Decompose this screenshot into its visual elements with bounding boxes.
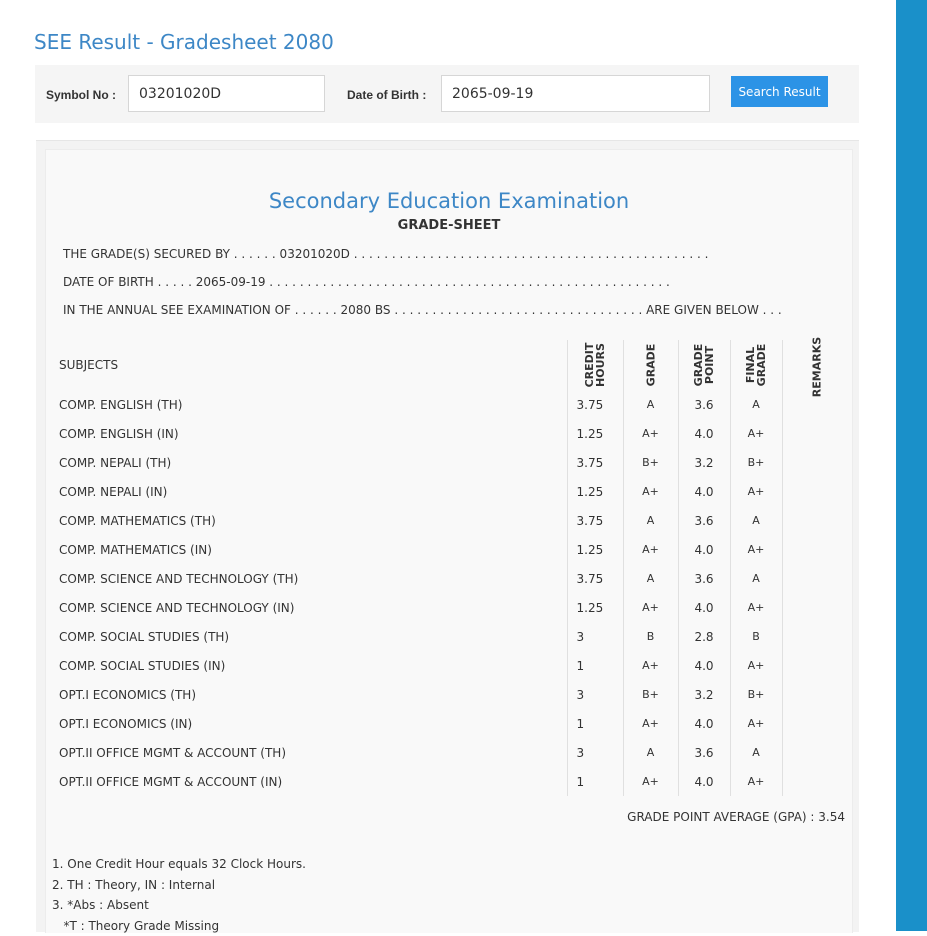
subject-cell: COMP. NEPALI (IN) bbox=[46, 477, 567, 506]
table-row bbox=[46, 419, 852, 448]
credit-hours-cell: 3 bbox=[567, 622, 623, 651]
gpa-summary: GRADE POINT AVERAGE (GPA) : 3.54 bbox=[627, 810, 845, 824]
remarks-cell bbox=[782, 564, 852, 593]
final-grade-cell: A+ bbox=[730, 419, 782, 448]
symbol-label: Symbol No : bbox=[46, 88, 116, 102]
subject-cell: COMP. NEPALI (TH) bbox=[46, 448, 567, 477]
grade-cell: A bbox=[623, 506, 678, 535]
credit-hours-cell: 1 bbox=[567, 709, 623, 738]
grade-cell: B+ bbox=[623, 448, 678, 477]
grade-point-cell: 4.0 bbox=[678, 709, 730, 738]
footnotes bbox=[52, 854, 306, 936]
grade-point-header bbox=[678, 340, 730, 390]
grade-point-header-label: GRADE POINT bbox=[693, 344, 715, 387]
credit-hours-header bbox=[567, 340, 623, 390]
final-grade-cell: A+ bbox=[730, 651, 782, 680]
credit-hours-cell: 3.75 bbox=[567, 564, 623, 593]
grade-point-cell: 3.6 bbox=[678, 564, 730, 593]
final-grade-cell: B bbox=[730, 622, 782, 651]
final-grade-cell: A+ bbox=[730, 535, 782, 564]
credit-hours-cell: 1 bbox=[567, 767, 623, 796]
credit-hours-cell: 3.75 bbox=[567, 506, 623, 535]
final-grade-header bbox=[730, 340, 782, 390]
grade-point-cell: 2.8 bbox=[678, 622, 730, 651]
credit-hours-cell: 3.75 bbox=[567, 390, 623, 419]
table-row bbox=[46, 593, 852, 622]
subject-cell: COMP. MATHEMATICS (IN) bbox=[46, 535, 567, 564]
credit-hours-cell: 1.25 bbox=[567, 477, 623, 506]
remarks-header bbox=[782, 340, 852, 390]
final-grade-cell: B+ bbox=[730, 680, 782, 709]
remarks-cell bbox=[782, 738, 852, 767]
remarks-cell bbox=[782, 709, 852, 738]
grade-cell: B bbox=[623, 622, 678, 651]
grade-point-cell: 4.0 bbox=[678, 477, 730, 506]
table-row bbox=[46, 506, 852, 535]
subject-cell: COMP. ENGLISH (IN) bbox=[46, 419, 567, 448]
dob-line: DATE OF BIRTH . . . . . 2065-09-19 . . . . . . . . . . . . . . . . . . . . . . . . . . . . . . . . . . . . . . . . . . . . . . . . . . . . . bbox=[63, 275, 670, 289]
footnote: *T : Theory Grade Missing bbox=[52, 916, 306, 936]
credit-hours-cell: 3 bbox=[567, 680, 623, 709]
grade-point-cell: 3.2 bbox=[678, 680, 730, 709]
grade-point-cell: 4.0 bbox=[678, 535, 730, 564]
table-row bbox=[46, 680, 852, 709]
table-row bbox=[46, 651, 852, 680]
grade-cell: A+ bbox=[623, 477, 678, 506]
final-grade-cell: A bbox=[730, 390, 782, 419]
table-row bbox=[46, 564, 852, 593]
remarks-cell bbox=[782, 622, 852, 651]
grade-cell: A+ bbox=[623, 593, 678, 622]
grade-point-cell: 4.0 bbox=[678, 419, 730, 448]
dob-input[interactable] bbox=[441, 75, 710, 112]
remarks-cell bbox=[782, 448, 852, 477]
subject-cell: OPT.I ECONOMICS (IN) bbox=[46, 709, 567, 738]
credit-hours-cell: 1 bbox=[567, 651, 623, 680]
grade-point-cell: 4.0 bbox=[678, 593, 730, 622]
final-grade-cell: B+ bbox=[730, 448, 782, 477]
grade-cell: A+ bbox=[623, 767, 678, 796]
final-grade-cell: A+ bbox=[730, 593, 782, 622]
grade-point-cell: 3.2 bbox=[678, 448, 730, 477]
credit-hours-cell: 1.25 bbox=[567, 419, 623, 448]
grade-point-cell: 3.6 bbox=[678, 738, 730, 767]
final-grade-cell: A bbox=[730, 564, 782, 593]
subject-cell: COMP. SOCIAL STUDIES (IN) bbox=[46, 651, 567, 680]
grade-cell: B+ bbox=[623, 680, 678, 709]
search-result-button[interactable]: Search Result bbox=[731, 76, 828, 107]
table-row bbox=[46, 709, 852, 738]
grades-table bbox=[46, 340, 852, 796]
grade-cell: A+ bbox=[623, 709, 678, 738]
grade-cell: A+ bbox=[623, 535, 678, 564]
remarks-cell bbox=[782, 593, 852, 622]
table-header bbox=[46, 340, 852, 390]
footnote: 3. *Abs : Absent bbox=[52, 895, 306, 916]
secured-by-line: THE GRADE(S) SECURED BY . . . . . . 03201020D . . . . . . . . . . . . . . . . . . . . . . . . . . . . . . . . . . . . . . . . . . . . . . . bbox=[63, 247, 708, 261]
subject-cell: OPT.II OFFICE MGMT & ACCOUNT (IN) bbox=[46, 767, 567, 796]
table-row bbox=[46, 622, 852, 651]
footnote: 1. One Credit Hour equals 32 Clock Hours. bbox=[52, 854, 306, 875]
credit-hours-cell: 3 bbox=[567, 738, 623, 767]
credit-hours-cell: 3.75 bbox=[567, 448, 623, 477]
grade-point-cell: 4.0 bbox=[678, 651, 730, 680]
credit-hours-header-label: CREDIT HOURS bbox=[584, 343, 606, 388]
subject-cell: COMP. SCIENCE AND TECHNOLOGY (TH) bbox=[46, 564, 567, 593]
subject-cell: OPT.I ECONOMICS (TH) bbox=[46, 680, 567, 709]
final-grade-cell: A bbox=[730, 738, 782, 767]
grade-point-cell: 4.0 bbox=[678, 767, 730, 796]
grade-cell: A+ bbox=[623, 651, 678, 680]
final-grade-cell: A+ bbox=[730, 477, 782, 506]
search-form bbox=[35, 65, 859, 123]
grade-cell: A+ bbox=[623, 419, 678, 448]
page-title: SEE Result - Gradesheet 2080 bbox=[34, 30, 334, 54]
subject-cell: COMP. ENGLISH (TH) bbox=[46, 390, 567, 419]
grade-point-cell: 3.6 bbox=[678, 390, 730, 419]
grade-header bbox=[623, 340, 678, 390]
subject-cell: COMP. MATHEMATICS (TH) bbox=[46, 506, 567, 535]
grade-cell: A bbox=[623, 390, 678, 419]
remarks-cell bbox=[782, 419, 852, 448]
final-grade-header-label: FINAL GRADE bbox=[745, 344, 767, 387]
subject-cell: COMP. SCIENCE AND TECHNOLOGY (IN) bbox=[46, 593, 567, 622]
table-row bbox=[46, 738, 852, 767]
remarks-cell bbox=[782, 506, 852, 535]
subject-cell: COMP. SOCIAL STUDIES (TH) bbox=[46, 622, 567, 651]
remarks-cell bbox=[782, 477, 852, 506]
table-row bbox=[46, 477, 852, 506]
final-grade-cell: A+ bbox=[730, 767, 782, 796]
grade-point-cell: 3.6 bbox=[678, 506, 730, 535]
grade-cell: A bbox=[623, 738, 678, 767]
final-grade-cell: A+ bbox=[730, 709, 782, 738]
table-row bbox=[46, 767, 852, 796]
credit-hours-cell: 1.25 bbox=[567, 593, 623, 622]
remarks-header-label: REMARKS bbox=[812, 337, 823, 397]
dob-label: Date of Birth : bbox=[347, 88, 426, 102]
credit-hours-cell: 1.25 bbox=[567, 535, 623, 564]
gradesheet-panel bbox=[36, 140, 859, 932]
table-row bbox=[46, 448, 852, 477]
exam-year-line: IN THE ANNUAL SEE EXAMINATION OF . . . . . . 2080 BS . . . . . . . . . . . . . . . . . . . . . . . . . . . . . . . . . ARE GIVEN BELOW . . . bbox=[63, 303, 782, 317]
gradesheet-title: GRADE-SHEET bbox=[46, 218, 852, 233]
right-sidebar-strip bbox=[896, 0, 927, 931]
subject-cell: OPT.II OFFICE MGMT & ACCOUNT (TH) bbox=[46, 738, 567, 767]
final-grade-cell: A bbox=[730, 506, 782, 535]
exam-title: Secondary Education Examination bbox=[46, 189, 852, 213]
remarks-cell bbox=[782, 680, 852, 709]
grades-table-body bbox=[46, 390, 852, 796]
grade-cell: A bbox=[623, 564, 678, 593]
grade-header-label: GRADE bbox=[645, 344, 656, 387]
remarks-cell bbox=[782, 651, 852, 680]
symbol-input[interactable] bbox=[128, 75, 325, 112]
gradesheet bbox=[45, 149, 853, 933]
remarks-cell bbox=[782, 767, 852, 796]
subjects-header: SUBJECTS bbox=[46, 340, 567, 390]
table-row bbox=[46, 390, 852, 419]
table-row bbox=[46, 535, 852, 564]
footnote: 2. TH : Theory, IN : Internal bbox=[52, 875, 306, 896]
remarks-cell bbox=[782, 535, 852, 564]
